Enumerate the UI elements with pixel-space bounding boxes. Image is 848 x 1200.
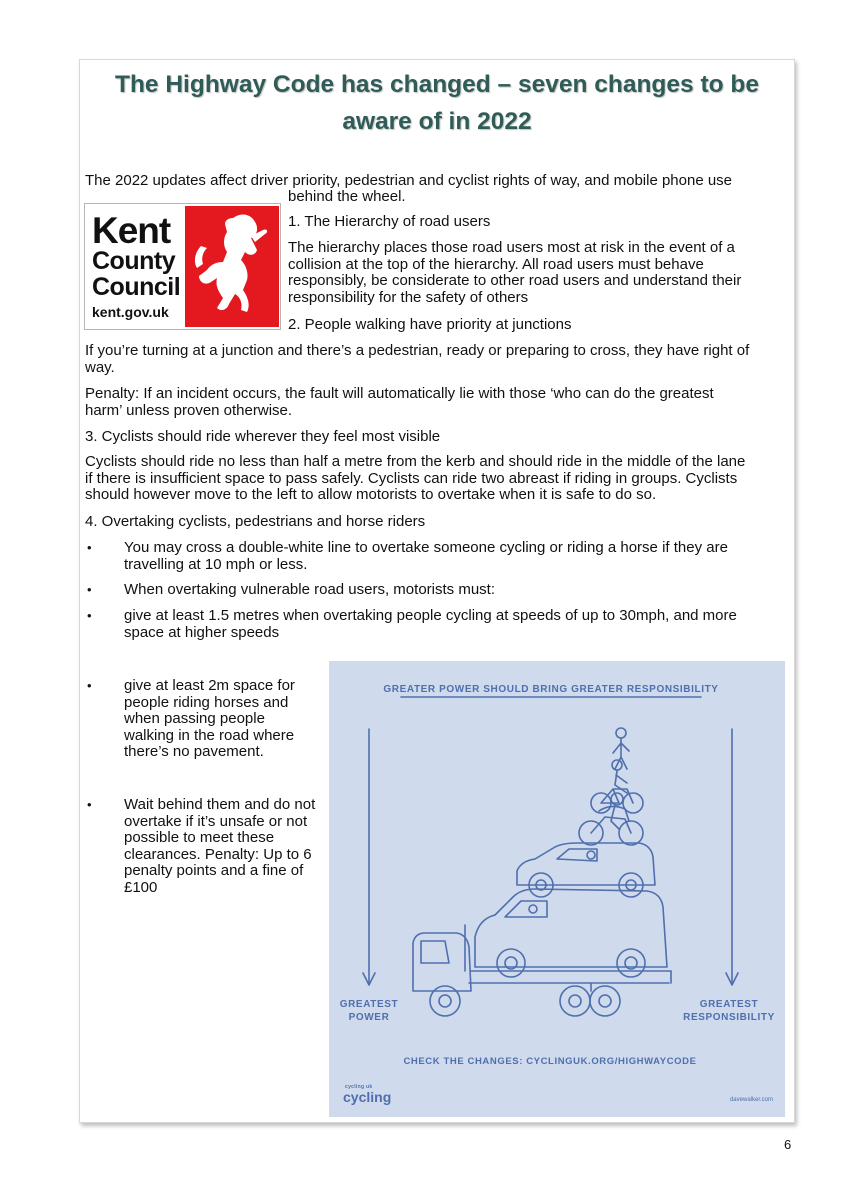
section-2-line: If you’re turning at a junction and there’s a pedestrian, ready or preparing to cross, they have right of bbox=[85, 342, 750, 359]
bullet-dot: • bbox=[87, 608, 92, 623]
bullet-line: people riding horses and bbox=[124, 693, 289, 711]
section-1-line: collision at the top of the hierarchy. All road users must behave bbox=[288, 255, 704, 273]
section-3-line: if there is insufficient space to pass safely. Cyclists can ride two abreast if riding in groups. Cyclists bbox=[85, 469, 738, 487]
section-3-line: should however move to the left to allow motorists to overtake when it is safe to do so. bbox=[85, 486, 657, 503]
section-2-line: way. bbox=[85, 358, 115, 376]
logo-url: kent.gov.uk bbox=[92, 304, 169, 320]
bullet-dot: • bbox=[87, 797, 92, 812]
logo-council: Council bbox=[92, 273, 181, 301]
bullet-line: possible to meet these bbox=[124, 829, 275, 846]
penalty-line: Penalty: If an incident occurs, the fault will automatically lie with those ‘who can do the greatest bbox=[85, 385, 714, 402]
penalty-paragraph bbox=[85, 386, 714, 419]
bullet-line: when passing people bbox=[124, 710, 265, 727]
section-2-body bbox=[85, 343, 749, 376]
bullet-dot: • bbox=[87, 582, 92, 597]
truck-icon bbox=[413, 925, 671, 1016]
section-2-heading: 2. People walking have priority at junctions bbox=[288, 316, 572, 333]
bullet-item bbox=[87, 581, 495, 599]
bullet-line: You may cross a double-white line to overtake someone cycling or riding a horse if they are bbox=[124, 539, 728, 556]
bullet-item bbox=[87, 677, 295, 761]
bullet-line: Wait behind them and do not bbox=[124, 796, 316, 813]
bullet-dot: • bbox=[87, 540, 92, 555]
bullet-line: give at least 2m space for bbox=[124, 677, 295, 694]
bullet-line: there’s no pavement. bbox=[124, 743, 264, 760]
section-4-heading: 4. Overtaking cyclists, pedestrians and horse riders bbox=[85, 513, 426, 530]
greatest-responsibility-line-1: GREATEST bbox=[699, 999, 759, 1010]
bullet-line: space at higher speeds bbox=[124, 623, 280, 641]
intro-line-2: behind the wheel. bbox=[288, 188, 406, 205]
section-1-line: The hierarchy places those road users most at risk in the event of a bbox=[288, 239, 735, 256]
bullet-line: travelling at 10 mph or less. bbox=[124, 555, 308, 573]
penalty-line: harm’ unless proven otherwise. bbox=[85, 401, 293, 419]
white-horse-icon bbox=[185, 206, 279, 327]
section-1-line: responsibly, be considerate to other road users and understand their bbox=[288, 272, 742, 289]
bullet-item bbox=[87, 539, 728, 573]
intro-line-1: The 2022 updates affect driver priority, pedestrian and cyclist rights of way, and mobile phone use bbox=[85, 172, 733, 189]
bullet-dot: • bbox=[87, 678, 92, 693]
poster-illustration bbox=[329, 661, 785, 1117]
cycling-uk-brand: cycling bbox=[343, 1089, 392, 1105]
illustrator-credit: davewalker.com bbox=[729, 1097, 773, 1103]
greatest-responsibility-line-2: RESPONSIBILITY bbox=[683, 1012, 775, 1023]
bullet-line: clearances. Penalty: Up to 6 bbox=[124, 845, 312, 863]
title-line-1: The Highway Code has changed – seven changes to be bbox=[115, 71, 759, 98]
bullet-line: £100 bbox=[124, 878, 158, 896]
section-3-heading: 3. Cyclists should ride wherever they feel most visible bbox=[85, 428, 441, 445]
poster-headline: GREATER POWER SHOULD BRING GREATER RESPONSIBILITY bbox=[383, 684, 719, 695]
bullet-line: walking in the road where bbox=[124, 726, 295, 744]
bullet-line: overtake if it’s unsafe or not bbox=[124, 812, 308, 830]
bullet-item bbox=[87, 796, 316, 896]
greatest-power-line-2: POWER bbox=[348, 1012, 390, 1023]
title-line-2: aware of in 2022 bbox=[342, 108, 532, 135]
section-1-body bbox=[288, 240, 741, 306]
page-title bbox=[92, 66, 782, 140]
section-1-line: responsibility for the safety of others bbox=[288, 288, 529, 306]
bullet-line: When overtaking vulnerable road users, motorists must: bbox=[124, 581, 495, 598]
highway-code-poster bbox=[329, 661, 785, 1117]
page-number: 6 bbox=[784, 1137, 792, 1152]
logo-wordmark bbox=[92, 210, 187, 321]
large-car-icon bbox=[475, 889, 667, 977]
logo-red-panel bbox=[185, 206, 279, 327]
section-3-line: Cyclists should ride no less than half a metre from the kerb and should ride in the middle of the lane bbox=[85, 453, 746, 470]
bullet-line: give at least 1.5 metres when overtaking people cycling at speeds of up to 30mph, and more bbox=[124, 607, 737, 624]
kent-county-council-logo bbox=[84, 203, 281, 330]
small-car-icon bbox=[517, 843, 655, 897]
greatest-power-line-1: GREATEST bbox=[339, 999, 399, 1010]
cycling-uk-small: cycling uk bbox=[345, 1084, 373, 1090]
bullet-line: penalty points and a fine of bbox=[124, 862, 304, 879]
bullet-item bbox=[87, 607, 737, 641]
logo-kent: Kent bbox=[92, 210, 171, 251]
section-1-heading: 1. The Hierarchy of road users bbox=[288, 213, 491, 230]
poster-footer: CHECK THE CHANGES: CYCLINGUK.ORG/HIGHWAYCODE bbox=[403, 1056, 697, 1067]
section-3-body bbox=[85, 454, 745, 504]
logo-county: County bbox=[92, 247, 176, 275]
